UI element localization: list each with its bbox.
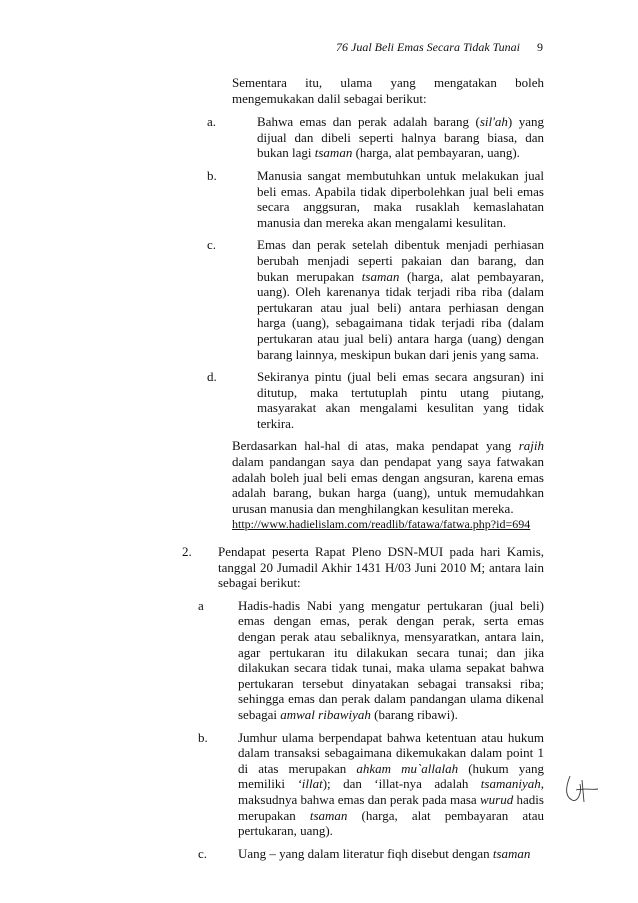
item-label: a: [198, 597, 204, 613]
header-title: 76 Jual Beli Emas Secara Tidak Tunai: [336, 40, 520, 54]
item-label: c.: [207, 237, 217, 253]
running-header: [336, 40, 543, 56]
conclusion-paragraph: Berdasarkan hal-hal di atas, maka pendapat yang rajih dalam pandangan saya dan pendapat yang saya fatwakan adalah boleh jual beli emas dengan angsuran, karena emas adalah barang, bukan harga (uang), untuk memudahkan urusan manusia dan menghilangkan kesulitan mereka. http://www.hadielislam.com/readlib/fatawa/fatwa.php?id=694: [232, 438, 544, 532]
page-body: [182, 75, 545, 868]
list-item-b: b. Jumhur ulama berpendapat bahwa ketentuan atau hukum dalam transaksi sebagaimana dikemukakan dalam point 1 di atas merupakan ahkam mu`allalah (hukum yang memiliki ‘illat); dan ‘illat-nya adalah tsamaniyah, maksudnya bahwa emas dan perak pada masa wurud hadis merupakan tsaman (harga, alat pembayaran atau pertukaran, uang).: [198, 729, 544, 839]
item-label: d.: [207, 369, 217, 385]
list-item-c: c. Emas dan perak setelah dibentuk menjadi perhiasan berubah menjadi seperti pakaian dan barang, dan bukan merupakan tsaman (harga, alat pembayaran, uang). Oleh karenanya tidak terjadi riba riba (dalam pertukaran atau jual beli) antara perhiasan dengan harga (uang), sebagaimana tidak terjadi riba (dalam pertukaran atau jual beli) antara harga (uang) dengan barang lainnya, meskipun bukan dari jenis yang sama.: [207, 237, 545, 362]
item-label: a.: [207, 114, 217, 130]
item-label: b.: [198, 729, 208, 745]
page-number: 9: [537, 40, 543, 54]
intro-paragraph: Sementara itu, ulama yang mengatakan boleh mengemukakan dalil sebagai berikut:: [232, 75, 544, 106]
item-label: b.: [207, 167, 217, 183]
source-link[interactable]: http://www.hadielislam.com/readlib/fatawa/fatwa.php?id=694: [232, 517, 531, 532]
list-item-a: a. Bahwa emas dan perak adalah barang (sil'ah) yang dijual dan dibeli seperti halnya barang biasa, dan bukan lagi tsaman (harga, alat pembayaran, uang).: [207, 114, 544, 161]
signature-mark: [560, 772, 600, 806]
list-item-b: b. Manusia sangat membutuhkan untuk melakukan jual beli emas. Apabila tidak diperbolehkan jual beli emas secara anggsuran, maka rusaklah kemaslahatan manusia dan mereka akan mengalami kesulitan.: [207, 167, 544, 230]
list-item-c: c. Uang – yang dalam literatur fiqh disebut dengan tsaman: [198, 845, 531, 861]
list-dsn-mui-arguments: [200, 598, 544, 862]
list-item-a: a Hadis-hadis Nabi yang mengatur pertukaran (jual beli) emas dengan emas, perak dengan perak, serta emas dengan perak atau sebaliknya, mensyaratkan, antara lain, agar pertukaran itu dilakukan secara tunai; dan jika dilakukan secara tidak tunai, maka ulama sepakat bahwa pertukaran tersebut dinyatakan sebagai transaksi riba; sehingga emas dan perak dalam pandangan ulama dikenal sebagai amwal ribawiyah (barang ribawi).: [198, 597, 544, 722]
item-label: 2.: [182, 544, 192, 560]
point-2: 2. Pendapat peserta Rapat Pleno DSN-MUI pada hari Kamis, tanggal 20 Jumadil Akhir 1431 H/03 Juni 2010 M; antara lain sebagai berikut:: [182, 544, 544, 591]
item-label: c.: [198, 845, 208, 861]
list-ulama-arguments: [200, 114, 544, 431]
list-item-d: d. Sekiranya pintu (jual beli emas secara angsuran) ini ditutup, maka tertutuplah pintu utang piutang, masyarakat akan mengalami kesulitan yang tidak terkira.: [207, 369, 544, 431]
